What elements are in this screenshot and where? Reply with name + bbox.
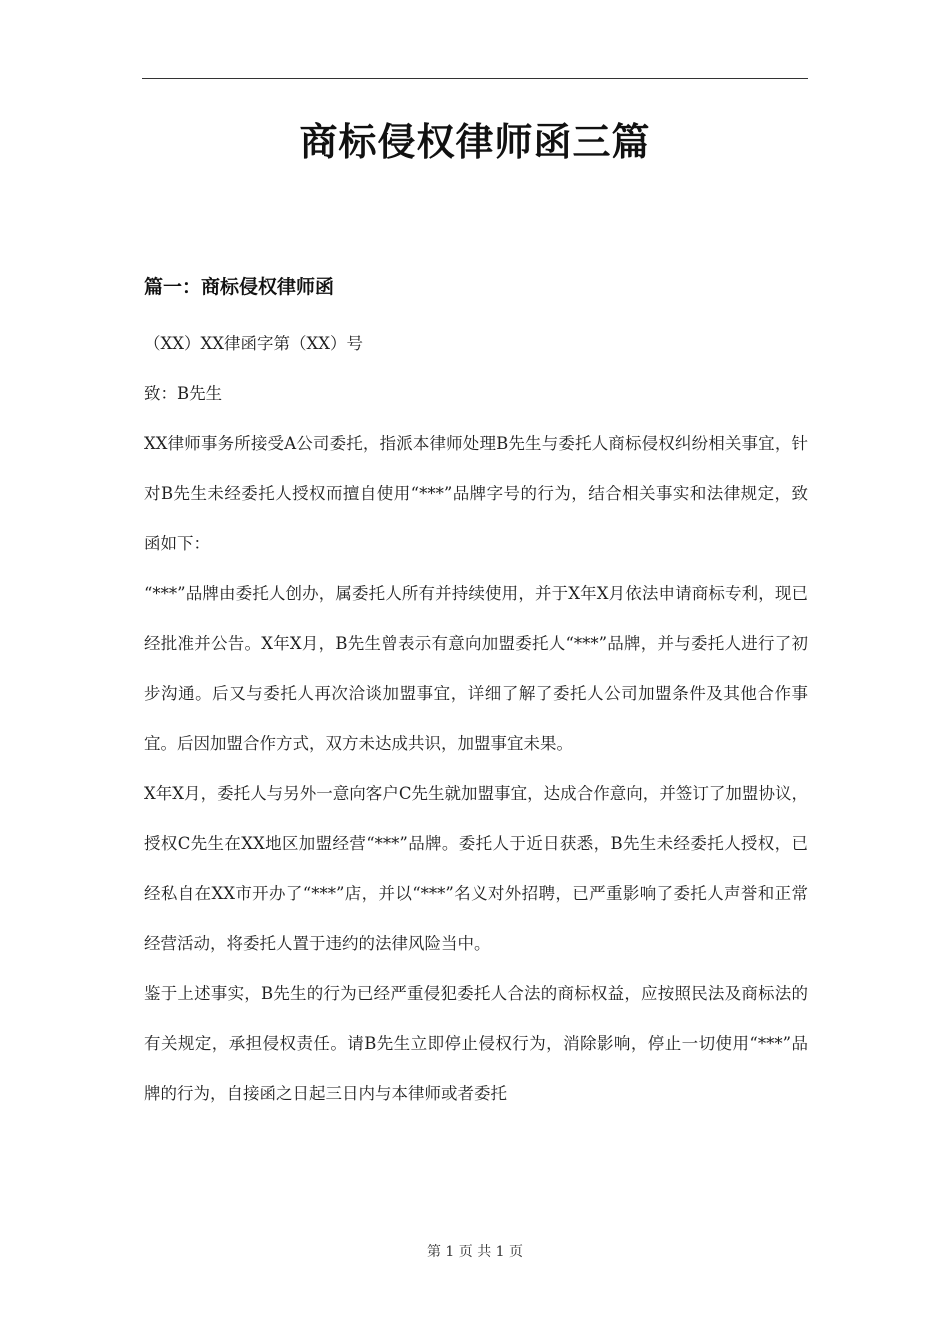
letter-addressee: 致：B先生 (144, 384, 223, 403)
document-title: 商标侵权律师函三篇 (299, 120, 651, 164)
header-rule (142, 78, 808, 79)
body-paragraph: 鉴于上述事实，B先生的行为已经严重侵犯委托人合法的商标权益，应按照民法及商标法的有关规定，承担侵权责任。请B先生立即停止侵权行为，消除影响，停止一切使用“***”品牌的行为，自接函之日起三日内与本律师或者委托 (144, 984, 808, 1103)
body-paragraph: “***”品牌由委托人创办，属委托人所有并持续使用，并于X年X月依法申请商标专利，现已经批准并公告。X年X月，B先生曾表示有意向加盟委托人“***”品牌，并与委托人进行了初步沟通。后又与委托人再次洽谈加盟事宜，详细了解了委托人公司加盟条件及其他合作事宜。后因加盟合作方式，双方未达成共识，加盟事宜未果。 (144, 584, 808, 753)
body-paragraph: X年X月，委托人与另外一意向客户C先生就加盟事宜，达成合作意向，并签订了加盟协议，授权C先生在XX地区加盟经营“***”品牌。委托人于近日获悉，B先生未经委托人授权，已经私自在XX市开办了“***”店，并以“***”名义对外招聘，已严重影响了委托人声誉和正常经营活动，将委托人置于违约的法律风险当中。 (144, 784, 808, 953)
section-heading: 篇一：商标侵权律师函 (144, 276, 335, 298)
letter-reference-number: （XX）XX律函字第（XX）号 (144, 334, 363, 353)
body-paragraph: XX律师事务所接受A公司委托，指派本律师处理B先生与委托人商标侵权纠纷相关事宜，针对B先生未经委托人授权而擅自使用“***”品牌字号的行为，结合相关事实和法律规定，致函如下： (144, 434, 808, 553)
document-body (144, 270, 808, 1119)
page-number-footer: 第 1 页 共 1 页 (426, 1244, 524, 1260)
